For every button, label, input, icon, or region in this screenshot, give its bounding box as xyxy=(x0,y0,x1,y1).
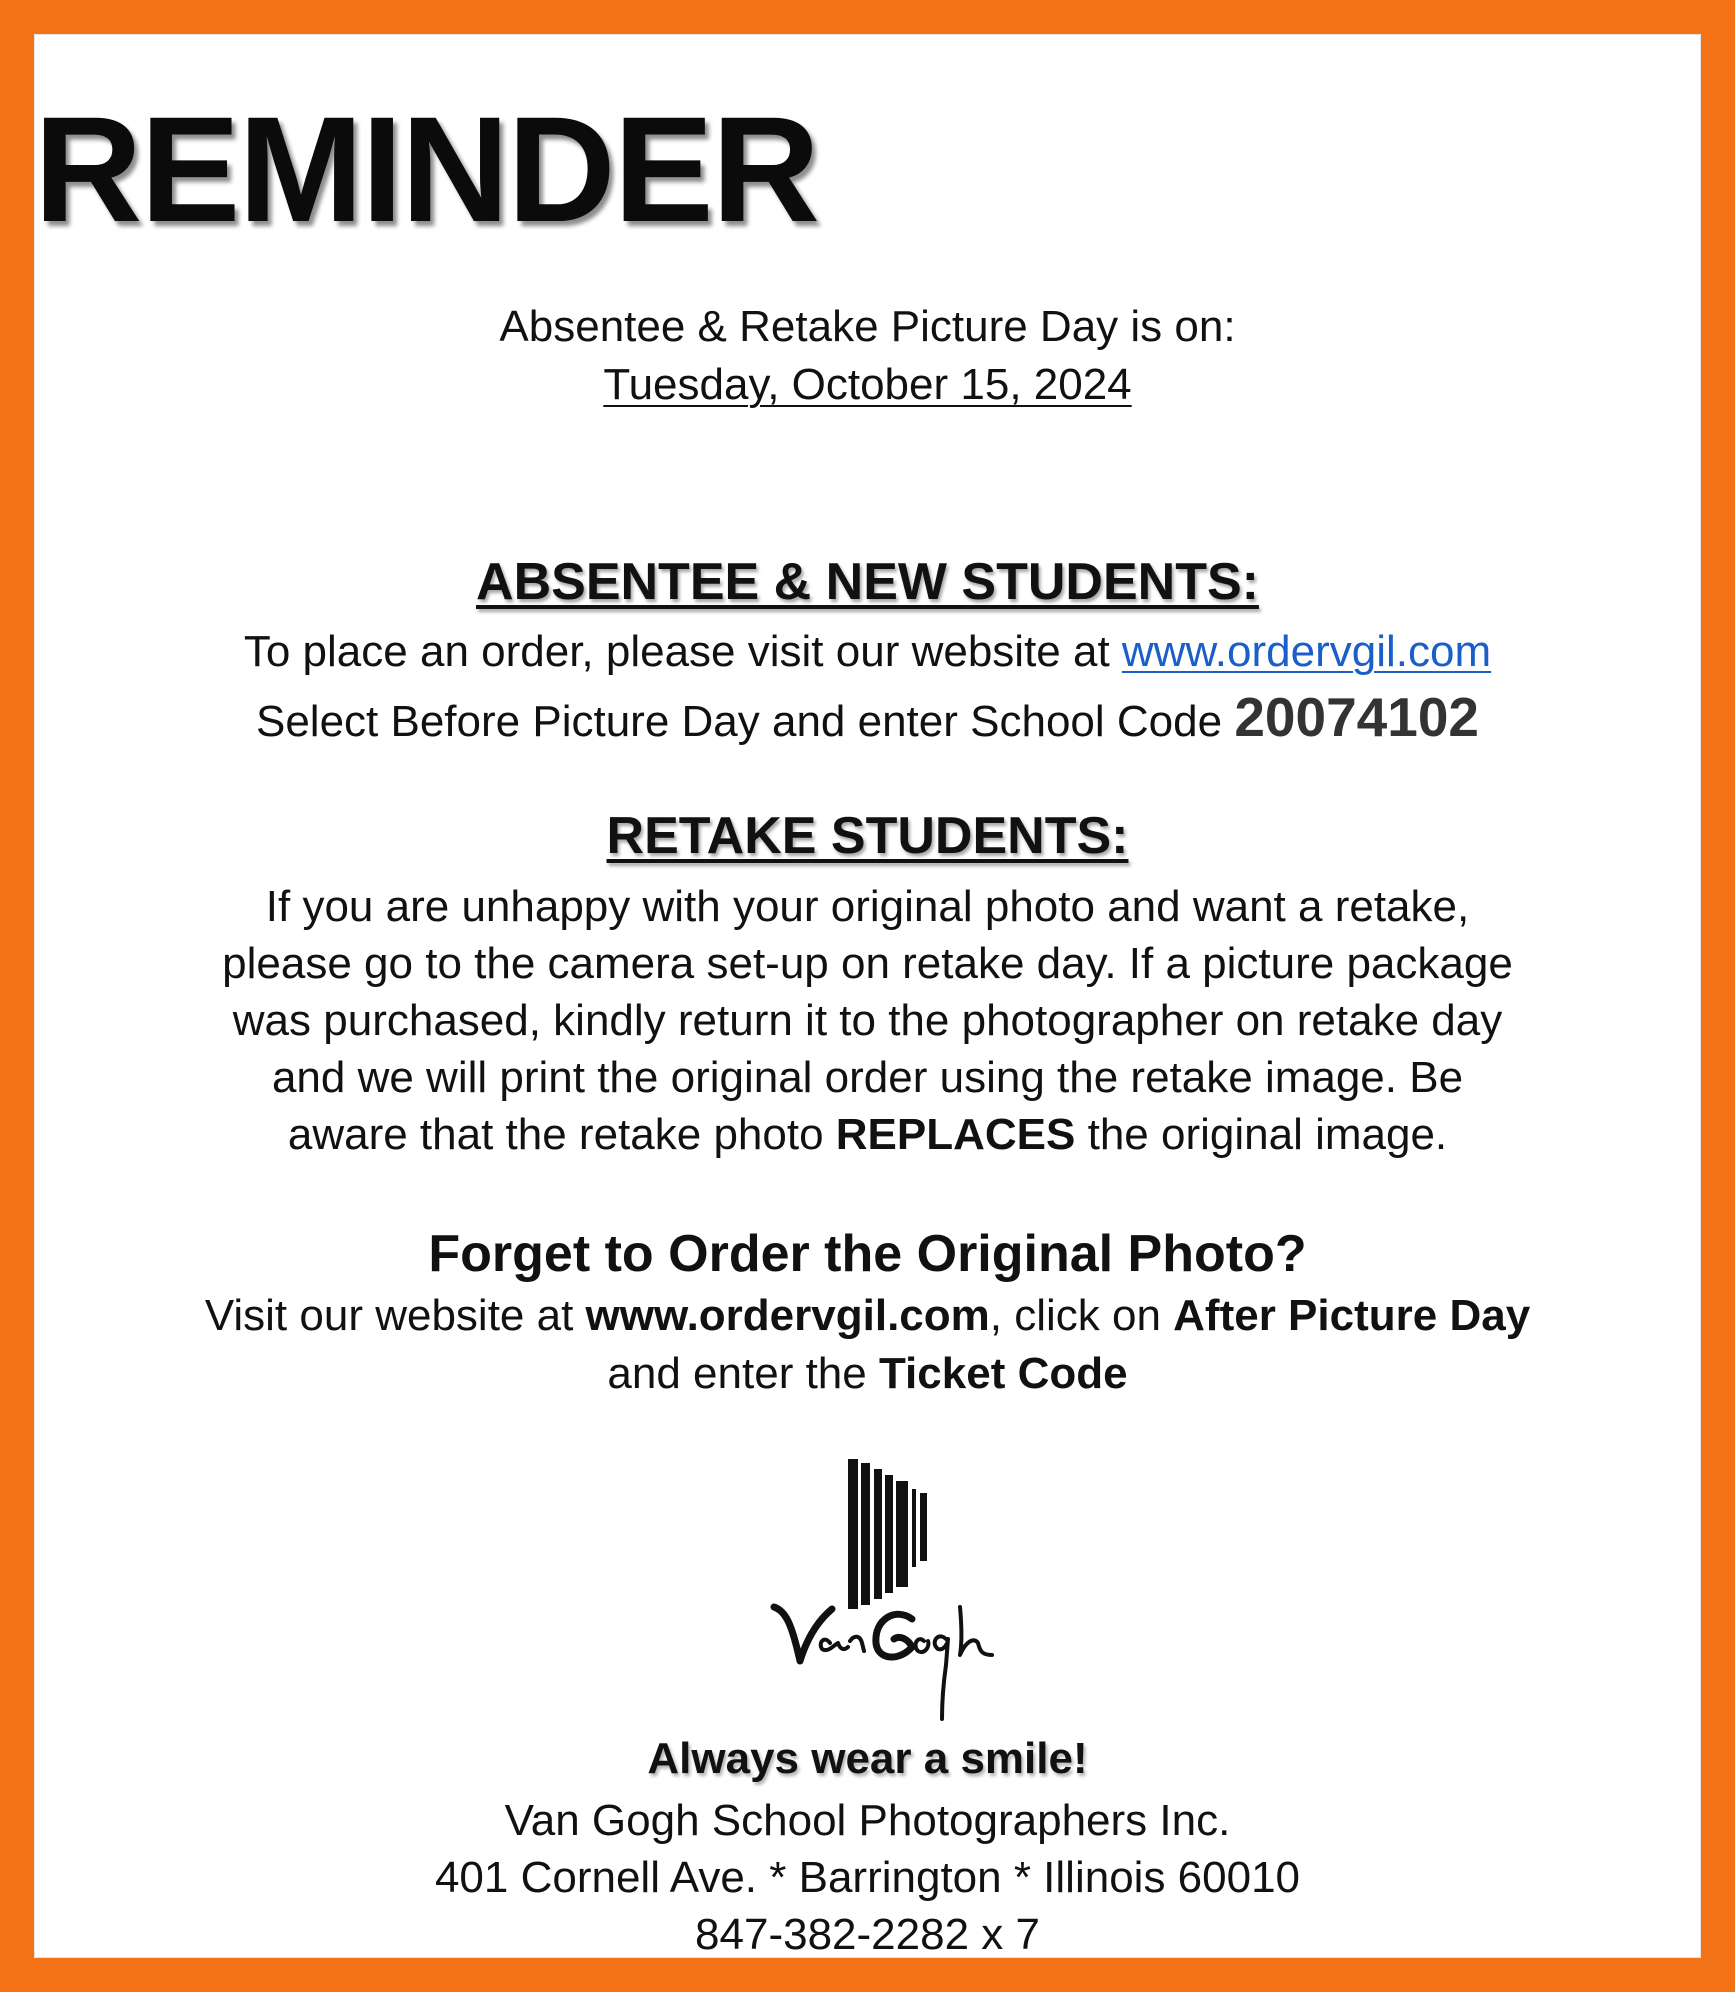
order-website-link[interactable]: www.ordervgil.com xyxy=(1121,627,1492,676)
page-title: REMINDER xyxy=(34,85,819,253)
retake-line-5-text: aware that the retake photo xyxy=(287,1110,836,1159)
company-address: 401 Cornell Ave. * Barrington * Illinois 60010 xyxy=(434,1853,1301,1902)
absentee-heading-line xyxy=(34,552,1701,612)
retake-line-2: please go to the camera set-up on retake day. If a picture package xyxy=(222,939,1513,988)
forget-line-2-text: and enter the xyxy=(607,1349,879,1398)
picture-day-date-line xyxy=(34,360,1701,410)
picture-day-date: Tuesday, October 15, 2024 xyxy=(603,360,1132,409)
retake-line-5 xyxy=(34,1110,1701,1160)
ticket-code: Ticket Code xyxy=(878,1349,1128,1398)
slogan-line xyxy=(34,1734,1701,1784)
absentee-line-1 xyxy=(34,627,1701,677)
forget-line-1-text: Visit our website at xyxy=(204,1291,586,1340)
website-bold: www.ordervgil.com xyxy=(585,1291,990,1340)
flyer-page xyxy=(34,34,1701,1958)
company-name: Van Gogh School Photographers Inc. xyxy=(504,1796,1231,1845)
forget-line-1 xyxy=(34,1291,1701,1341)
retake-line-3: was purchased, kindly return it to the photographer on retake day xyxy=(232,996,1503,1045)
after-picture-day: After Picture Day xyxy=(1173,1291,1531,1340)
retake-heading-line xyxy=(34,806,1701,866)
replaces-emphasis: REPLACES xyxy=(835,1110,1076,1159)
retake-line-4: and we will print the original order using the retake image. Be xyxy=(271,1053,1464,1102)
school-code: 20074102 xyxy=(1234,686,1480,748)
forget-line-1-mid: , click on xyxy=(989,1291,1174,1340)
slogan: Always wear a smile! xyxy=(647,1734,1088,1783)
forget-heading: Forget to Order the Original Photo? xyxy=(428,1225,1307,1283)
absentee-heading: ABSENTEE & NEW STUDENTS: xyxy=(476,553,1259,611)
absentee-line-2-text: Select Before Picture Day and enter School Code xyxy=(255,697,1235,746)
van-gogh-camera-logo-icon xyxy=(734,1429,1034,1729)
company-phone: 847-382-2282 x 7 xyxy=(695,1910,1040,1959)
intro-text: Absentee & Retake Picture Day is on: xyxy=(499,302,1236,351)
retake-line-5-end: the original image. xyxy=(1075,1110,1448,1159)
retake-line-1: If you are unhappy with your original photo and want a retake, xyxy=(265,882,1470,931)
absentee-line-1-text: To place an order, please visit our website at xyxy=(243,627,1122,676)
forget-line-2 xyxy=(34,1349,1701,1399)
retake-heading: RETAKE STUDENTS: xyxy=(606,807,1129,865)
forget-heading-line xyxy=(34,1224,1701,1284)
absentee-line-2 xyxy=(34,685,1701,749)
